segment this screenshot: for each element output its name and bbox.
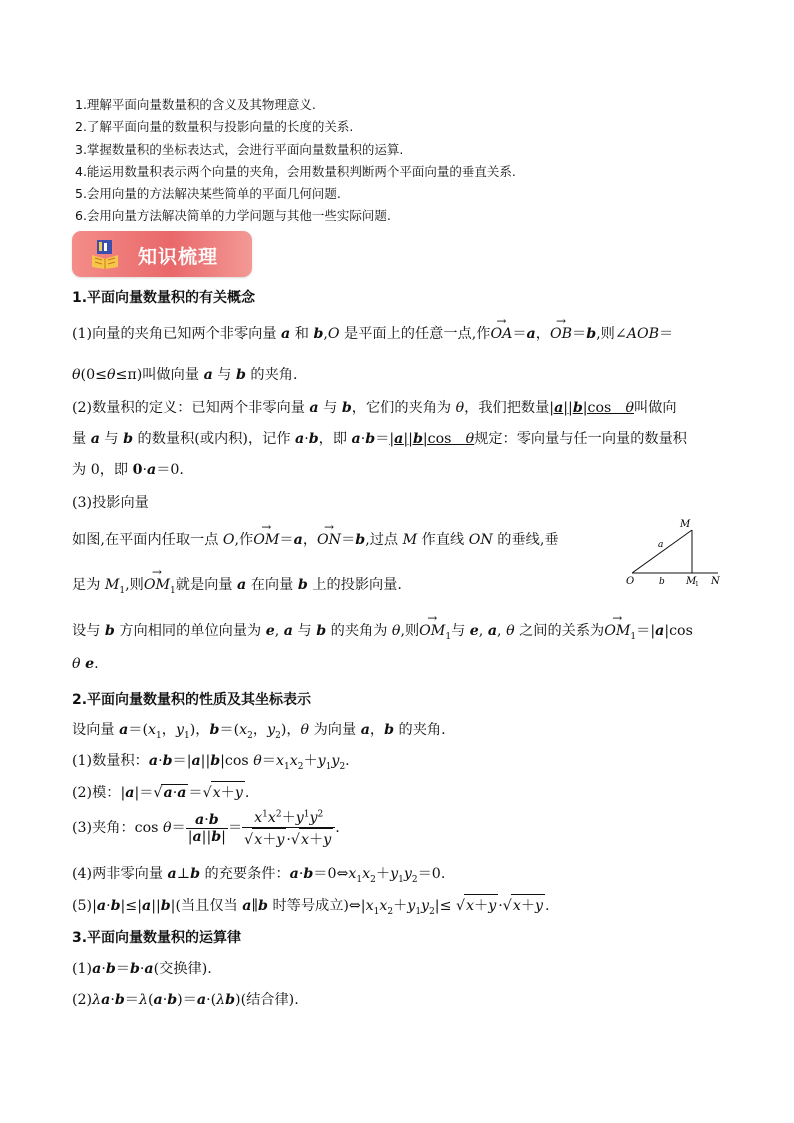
paragraph: (4)两非零向量 a⊥b 的充要条件：$a\cdot b=0\Leftrightarrow x_1x_2+y_1y_2=0$. [72,866,446,885]
paragraph: θ e. [72,656,99,672]
label-M: M [680,519,691,530]
paragraph: (2)数量积的定义：已知两个非零向量 a 与 b，它们的夹角为 θ，我们把数量|a||b|cos θ叫做向 [72,400,677,416]
paragraph: θ(0≤θ≤π)叫做向量 a 与 b 的夹角. [72,367,298,383]
paragraph: 如图,在平面内任取一点 O,作→ OM＝a，→ ON＝b,过点 M 作直线 ON 的垂线,垂 [72,529,559,549]
paragraph: (2)λa·b＝λ(a·b)＝a·(λb)(结合律). [72,992,299,1008]
goal-item: 2.了解平面向量的数量积与投影向量的长度的关系. [75,119,354,135]
paragraph: 量 a 与 b 的数量积(或内积)，记作 a·b，即 a·b＝|a||b|cos θ规定：零向量与任一向量的数量积 [72,431,687,447]
paragraph: 足为 $M_1$,则→ $OM_1$就是向量 a 在向量 b 上的投影向量. [72,574,402,596]
label-M1-sub: 1 [695,581,699,588]
goal-item: 3.掌握数量积的坐标表达式，会进行平面向量数量积的运算. [75,141,404,157]
paragraph: (2)模：|a|＝√a·a ＝√x＋y . [72,781,249,802]
paragraph: 设向量 $a=(x_1$，$y_1$)，$b=(x_2$，$y_2$)，θ 为向量 a，b 的夹角. [72,722,446,741]
label-N: N [711,576,720,587]
label-b: b [659,577,665,587]
goal-item: 1.理解平面向量数量积的含义及其物理意义. [75,97,316,112]
paragraph: (1)数量积：a·b＝|a||b|cos $\theta=x_1x_2+y_1y_2$. [72,753,350,772]
goal-item: 4.能运用数量积表示两个向量的夹角，会用数量积判断两个平面向量的垂直关系. [75,163,516,179]
paragraph: 为 0，即 0·a＝0. [72,462,184,478]
section-heading: 2.平面向量数量积的性质及其坐标表示 [72,692,312,708]
label-a: a [658,540,664,550]
goal-item: 5.会用向量的方法解决某些简单的平面几何问题. [75,186,341,202]
goal-item: 6.会用向量方法解决简单的力学问题与其他一些实际问题. [75,208,391,224]
projection-diagram [622,513,722,593]
paragraph: (1)向量的夹角已知两个非零向量 a 和 b,O 是平面上的任意一点,作→ OA＝a，→ OB＝b,则∠AOB＝ [72,323,673,343]
book-icon [90,239,120,269]
learning-goals [75,94,725,228]
paragraph: (5)|a·b|≤|a||b|(当且仅当 a∥b 时等号成立)$\Leftrightarrow|x_1x_2+y_1y_2|\le √x+y \cdot√x+y$ . [72,894,550,917]
paragraph: (3)投影向量 [72,495,149,511]
paragraph: (1)a·b＝b·a(交换律). [72,961,212,977]
label-M1: M [686,576,697,587]
banner-title: 知识梳理 [138,246,219,268]
section-heading: 3.平面向量数量积的运算律 [72,930,242,946]
paragraph: 设与 b 方向相同的单位向量为 e, a 与 b 的夹角为 θ,则→ $OM_1$与 e, a, θ 之间的关系为→ $OM_1=|a|\cos$ [72,620,693,642]
knowledge-banner [72,231,252,277]
label-O: O [626,576,635,587]
section-heading: 1.平面向量数量积的有关概念 [72,290,256,306]
paragraph: (3)夹角：cos θ＝ $\frac{a\cdot b}{|a||b|}$ ＝ $\frac{x^1x^2+y^1y^2}{√x+y \cdot√x+y}$ . [72,807,340,849]
